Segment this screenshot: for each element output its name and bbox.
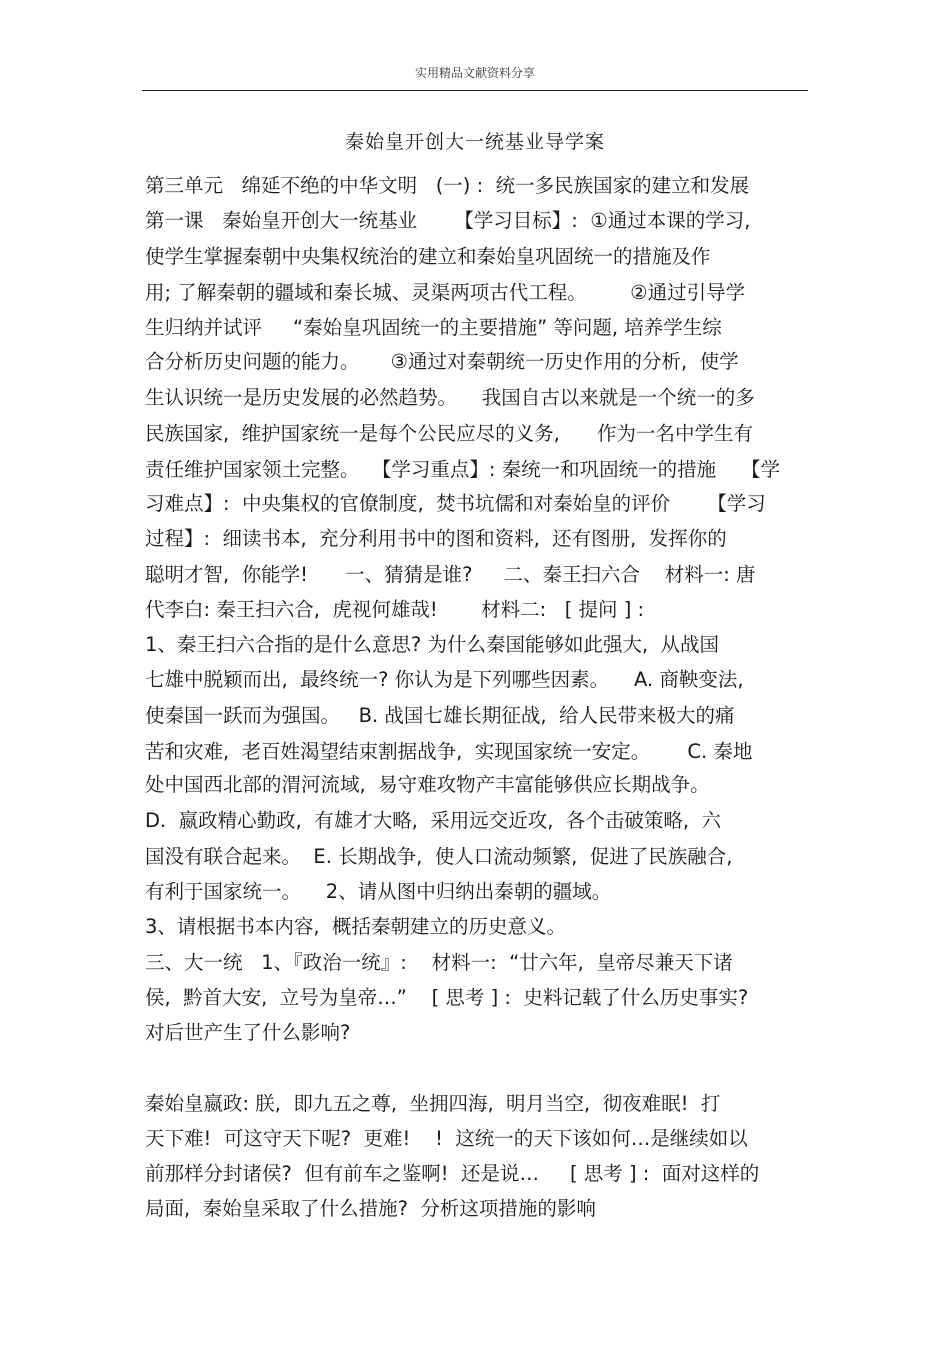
body-line: 七雄中脱颖而出, 最终统一? 你认为是下列哪些因素。 A. 商鞅变法, — [145, 668, 744, 691]
body-line: 第一课 秦始皇开创大一统基业 【学习目标】: ①通过本课的学习, — [145, 209, 751, 232]
body-line: 苦和灾难, 老百姓渴望结束割据战争, 实现国家统一安定。 C. 秦地 — [145, 740, 753, 763]
body-line: 生归纳并试评 “秦始皇巩固统一的主要措施” 等问题, 培养学生综 — [145, 316, 722, 339]
body-line: 侯, 黔首大安, 立号为皇帝…” [ 思考 ] : 史料记载了什么历史事实? — [145, 986, 749, 1009]
body-line: 有利于国家统一。 2、请从图中归纳出秦朝的疆域。 — [145, 880, 612, 903]
body-line: 合分析历史问题的能力。 ③通过对秦朝统一历史作用的分析, 使学 — [145, 350, 739, 373]
body-line: 国没有联合起来。 E. 长期战争, 使人口流动频繁, 促进了民族融合, — [145, 845, 733, 868]
body-line: 3、请根据书本内容, 概括秦朝建立的历史意义。 — [145, 915, 567, 938]
body-line: 天下难! 可这守天下呢? 更难! ! 这统一的天下该如何…是继续如以 — [145, 1127, 748, 1150]
body-line: 第三单元 绵延不绝的中华文明 (一) : 统一多民族国家的建立和发展 — [145, 174, 750, 197]
running-header: 实用精品文献资料分享 — [414, 66, 535, 80]
body-line: 责任维护国家领土完整。 【学习重点】: 秦统一和巩固统一的措施 【学 — [145, 458, 780, 481]
body-line: 代李白: 秦王扫六合, 虎视何雄哉! 材料二: [ 提问 ] : — [145, 598, 645, 621]
body-line: 三、大一统 1、『政治一统』: 材料一: “廿六年, 皇帝尽兼天下诸 — [145, 951, 733, 974]
body-line: D. 嬴政精心勤政, 有雄才大略, 采用远交近攻, 各个击破策略, 六 — [145, 809, 721, 832]
document-title: 秦始皇开创大一统基业导学案 — [344, 131, 605, 153]
body-line: 前那样分封诸侯? 但有前车之鉴啊! 还是说… [ 思考 ] : 面对这样的 — [145, 1162, 760, 1185]
body-line: 使学生掌握秦朝中央集权统治的建立和秦始皇巩固统一的措施及作 — [145, 245, 711, 268]
body-line: 处中国西北部的渭河流域, 易守难攻物产丰富能够供应长期战争。 — [145, 773, 710, 796]
body-line: 1、秦王扫六合指的是什么意思? 为什么秦国能够如此强大, 从战国 — [145, 633, 720, 656]
body-line: 习难点】: 中央集权的官僚制度, 焚书坑儒和对秦始皇的评价 【学习 — [145, 492, 766, 515]
body-line: 用; 了解秦朝的疆域和秦长城、灵渠两项古代工程。 ②通过引导学 — [145, 281, 746, 304]
body-line: 民族国家, 维护国家统一是每个公民应尽的义务, 作为一名中学生有 — [145, 422, 753, 445]
body-line: 对后世产生了什么影响? — [145, 1021, 351, 1044]
body-line: 使秦国一跃而为强国。 B. 战国七雄长期征战, 给人民带来极大的痛 — [145, 704, 735, 727]
body-line: 局面, 秦始皇采取了什么措施? 分析这项措施的影响 — [145, 1197, 596, 1220]
body-line: 生认识统一是历史发展的必然趋势。 我国自古以来就是一个统一的多 — [145, 386, 755, 409]
header-divider — [142, 90, 808, 91]
body-line: 秦始皇嬴政: 朕, 即九五之尊, 坐拥四海, 明月当空, 彻夜难眠! 打 — [145, 1092, 721, 1115]
body-line: 过程】: 细读书本, 充分利用书中的图和资料, 还有图册, 发挥你的 — [145, 527, 727, 550]
body-line: 聪明才智, 你能学! 一、猜猜是谁? 二、秦王扫六合 材料一: 唐 — [145, 563, 756, 586]
